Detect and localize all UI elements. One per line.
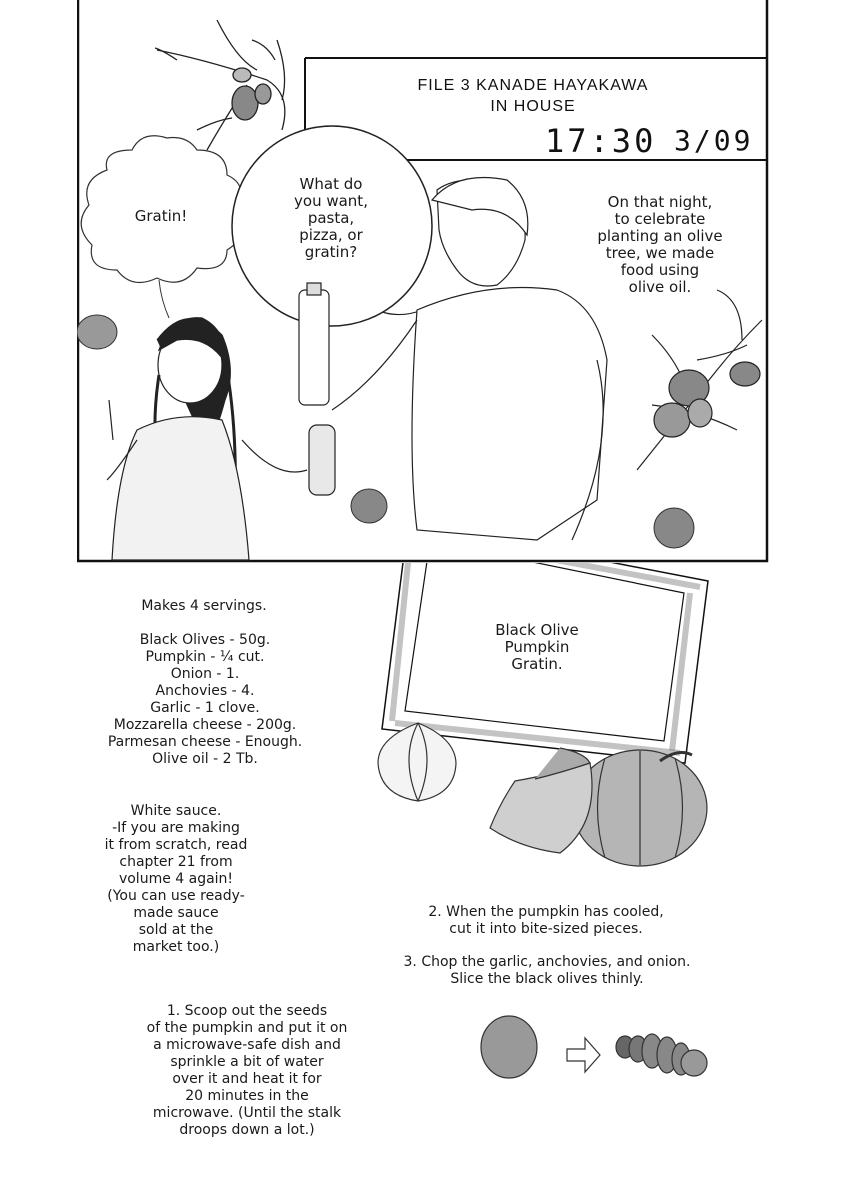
- white-sauce-note: White sauce. -If you are making it from scratch, read chapter 21 from volume 4 again! (You can use ready- made sauce sold at the market too.): [104, 803, 248, 955]
- board-title: Black Olive Pumpkin Gratin.: [495, 621, 579, 673]
- ingredient-item: Mozzarella cheese - 200g.: [113, 717, 297, 733]
- step-one-text: 1. Scoop out the seeds of the pumpkin and put it on a microwave-safe dish and sprinkle a bit of water over it and heat it for 20 minutes in the microwave. (Until the stalk droops down a lot.): [146, 1003, 348, 1138]
- ingredient-item: Pumpkin - ¼ cut.: [145, 649, 265, 665]
- ingredient-item: Olive oil - 2 Tb.: [152, 751, 258, 767]
- ingredient-item: Black Olives - 50g.: [139, 632, 271, 648]
- olive-slicing-diagram: [481, 1016, 707, 1078]
- man-dialogue: What do you want, pasta, pizza, or gratin?: [294, 175, 368, 261]
- file-label: FILE 3 KANADE HAYAKAWA: [417, 77, 649, 94]
- step-two-text: 2. When the pumpkin has cooled, cut it into bite-sized pieces.: [428, 904, 664, 937]
- ingredient-item: Garlic - 1 clove.: [150, 700, 260, 716]
- location-label: IN HOUSE: [490, 98, 576, 115]
- servings-text: Makes 4 servings.: [141, 598, 267, 614]
- narration-text: On that night, to celebrate planting an olive tree, we made food using olive oil.: [597, 193, 723, 296]
- olive-branch-illustration: [155, 20, 285, 150]
- girl-dialogue: Gratin!: [134, 207, 188, 225]
- pumpkin-slice-illustration: [490, 748, 592, 853]
- pumpkin-illustration: [573, 750, 707, 866]
- ingredient-list: [80, 632, 330, 768]
- step-three-text: 3. Chop the garlic, anchovies, and onion. Slice the black olives thinly.: [403, 954, 691, 987]
- time-readout: 17:30: [545, 122, 657, 160]
- date-readout: 3/09: [674, 124, 754, 157]
- ingredient-item: Parmesan cheese - Enough.: [107, 734, 303, 750]
- top-panel: [77, 0, 769, 563]
- ingredient-item: Onion - 1.: [170, 666, 240, 682]
- ingredient-item: Anchovies - 4.: [155, 683, 255, 699]
